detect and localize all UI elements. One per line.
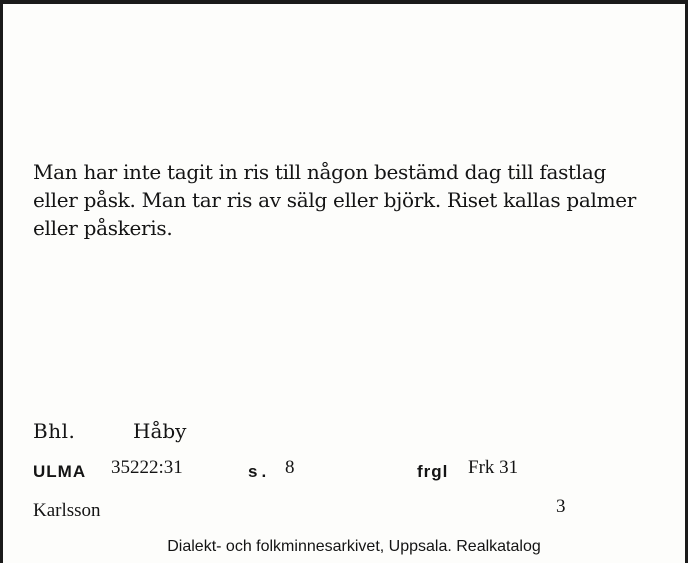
card-left-edge <box>0 0 3 563</box>
questionnaire-label: frgl <box>417 462 449 481</box>
archive-label: ULMA <box>33 462 87 481</box>
body-line-3: eller påskeris. <box>33 216 173 240</box>
page-number: 8 <box>285 457 295 478</box>
place-line <box>33 419 186 443</box>
collector-name: Karlsson <box>33 500 101 521</box>
card-body-text <box>33 158 673 242</box>
questionnaire-value: Frk 31 <box>468 457 519 478</box>
reference-line <box>33 457 673 487</box>
parish-name: Håby <box>133 419 187 443</box>
card-top-edge <box>0 0 688 4</box>
card-number: 3 <box>556 496 566 517</box>
archive-footer: Dialekt- och folkminnesarkivet, Uppsala. Realkatalog <box>167 538 541 555</box>
district-abbr: Bhl. <box>33 419 76 443</box>
archive-number: 35222:31 <box>111 457 183 478</box>
body-line-2: eller påsk. Man tar ris av sälg eller björk. Riset kallas palmer <box>33 188 637 212</box>
body-line-1: Man har inte tagit in ris till någon bestämd dag till fastlag <box>33 160 607 184</box>
page-label: s. <box>248 462 271 481</box>
